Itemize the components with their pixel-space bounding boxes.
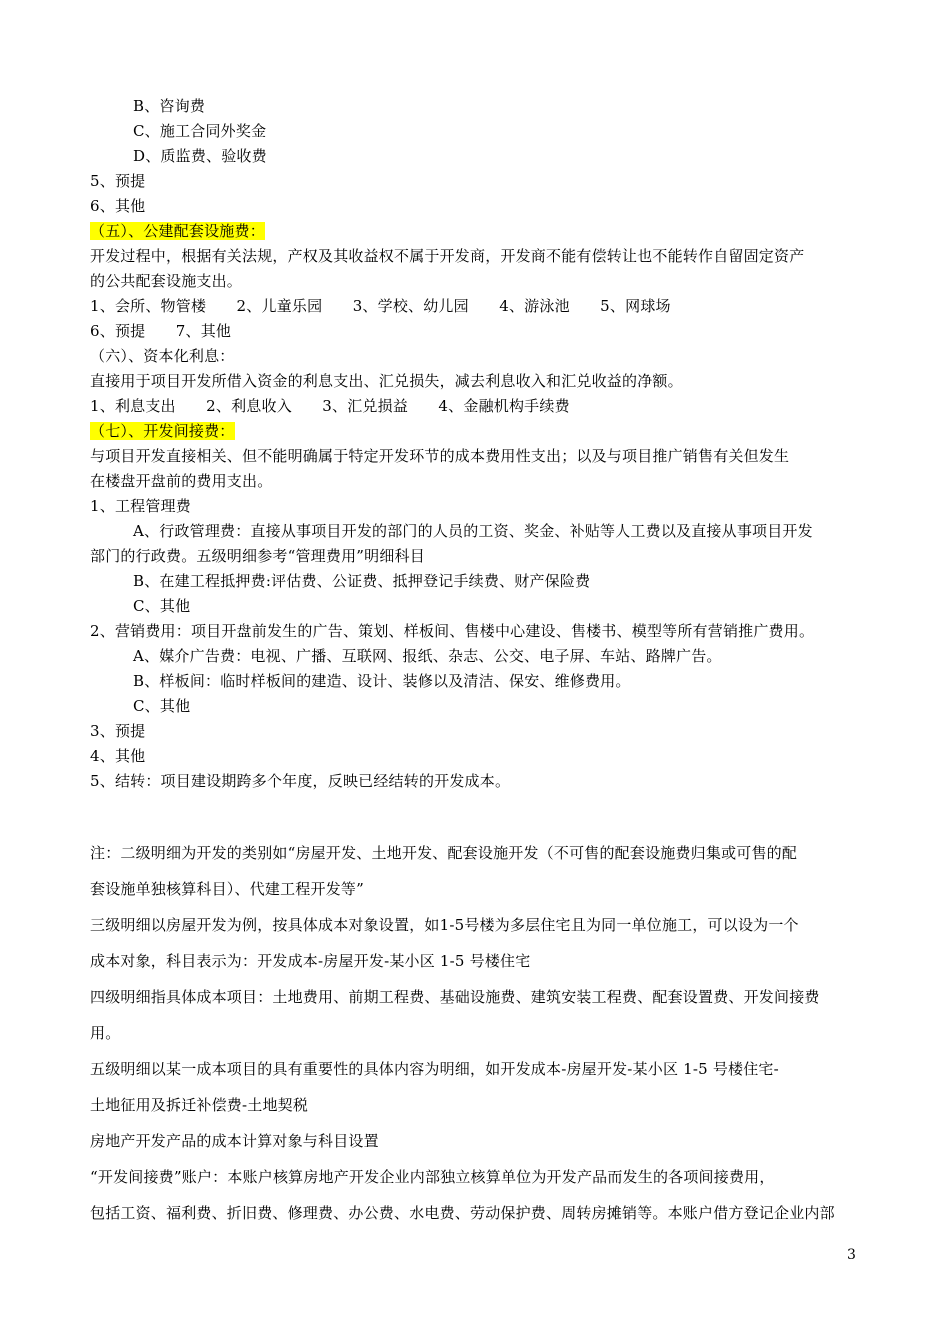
text-line: A、行政管理费：直接从事项目开发的部门的人员的工资、奖金、补贴等人工费以及直接从事项目开发	[133, 522, 813, 540]
text-line: B、样板间：临时样板间的建造、设计、装修以及清洁、保安、维修费用。	[133, 672, 631, 690]
text-line: 在楼盘开盘前的费用支出。	[90, 472, 273, 490]
note-line: 五级明细以某一成本项目的具有重要性的具体内容为明细，如开发成本-房屋开发-某小区 1-5 号楼住宅-	[90, 1060, 779, 1078]
note-line: 四级明细指具体成本项目：土地费用、前期工程费、基础设施费、建筑安装工程费、配套设置费、开发间接费	[90, 988, 820, 1006]
section-heading	[90, 220, 265, 242]
text-line: A、媒介广告费：电视、广播、互联网、报纸、杂志、公交、电子屏、车站、路牌广告。	[133, 647, 722, 665]
text-line: 部门的行政费。五级明细参考“管理费用”明细科目	[90, 547, 425, 565]
note-line: 房地产开发产品的成本计算对象与科目设置	[90, 1132, 379, 1150]
text-line: 2、营销费用：项目开盘前发生的广告、策划、样板间、售楼中心建设、售楼书、模型等所有营销推广费用。	[90, 622, 815, 640]
text-line: C、施工合同外奖金	[133, 122, 267, 140]
highlighted-heading: （五）、公建配套设施费：	[90, 222, 265, 240]
text-line: 直接用于项目开发所借入资金的利息支出、汇兑损失，减去利息收入和汇兑收益的净额。	[90, 372, 683, 390]
note-line: 成本对象，科目表示为：开发成本-房屋开发-某小区 1-5 号楼住宅	[90, 952, 531, 970]
text-line: B、咨询费	[133, 97, 206, 115]
text-line: 5、预提	[90, 172, 146, 190]
note-line: 三级明细以房屋开发为例，按具体成本对象设置，如1-5号楼为多层住宅且为同一单位施工，可以设为一个	[90, 916, 799, 934]
text-line: 4、其他	[90, 747, 146, 765]
note-line: “开发间接费”账户：本账户核算房地产开发企业内部独立核算单位为开发产品而发生的各项间接费用，	[90, 1168, 775, 1186]
note-line: 套设施单独核算科目）、代建工程开发等”	[90, 880, 364, 898]
text-line: 1、会所、物管楼 2、儿童乐园 3、学校、幼儿园 4、游泳池 5、网球场	[90, 297, 671, 315]
note-line: 用。	[90, 1024, 121, 1042]
text-line: 3、预提	[90, 722, 146, 740]
text-line: 5、结转：项目建设期跨多个年度，反映已经结转的开发成本。	[90, 772, 511, 790]
text-line: B、在建工程抵押费:评估费、公证费、抵押登记手续费、财产保险费	[133, 572, 591, 590]
page-number: 3	[847, 1247, 856, 1263]
text-line: D、质监费、验收费	[133, 147, 267, 165]
text-line: C、其他	[133, 597, 191, 615]
text-line: 6、其他	[90, 197, 146, 215]
text-line: C、其他	[133, 697, 191, 715]
text-line: 6、预提 7、其他	[90, 322, 232, 340]
section-heading	[90, 420, 235, 442]
section-heading: （六）、资本化利息：	[90, 347, 235, 365]
text-line: 与项目开发直接相关、但不能明确属于特定开发环节的成本费用性支出；以及与项目推广销售有关但发生	[90, 447, 790, 465]
note-line: 注：二级明细为开发的类别如“房屋开发、土地开发、配套设施开发（不可售的配套设施费归集或可售的配	[90, 844, 798, 862]
note-line: 包括工资、福利费、折旧费、修理费、办公费、水电费、劳动保护费、周转房摊销等。本账户借方登记企业内部	[90, 1204, 835, 1222]
highlighted-heading: （七）、开发间接费：	[90, 422, 235, 440]
note-line: 土地征用及拆迁补偿费-土地契税	[90, 1096, 309, 1114]
text-line: 的公共配套设施支出。	[90, 272, 243, 290]
text-line: 1、工程管理费	[90, 497, 191, 515]
text-line: 1、利息支出 2、利息收入 3、汇兑损益 4、金融机构手续费	[90, 397, 570, 415]
text-line: 开发过程中，根据有关法规，产权及其收益权不属于开发商，开发商不能有偿转让也不能转作自留固定资产	[90, 247, 805, 265]
